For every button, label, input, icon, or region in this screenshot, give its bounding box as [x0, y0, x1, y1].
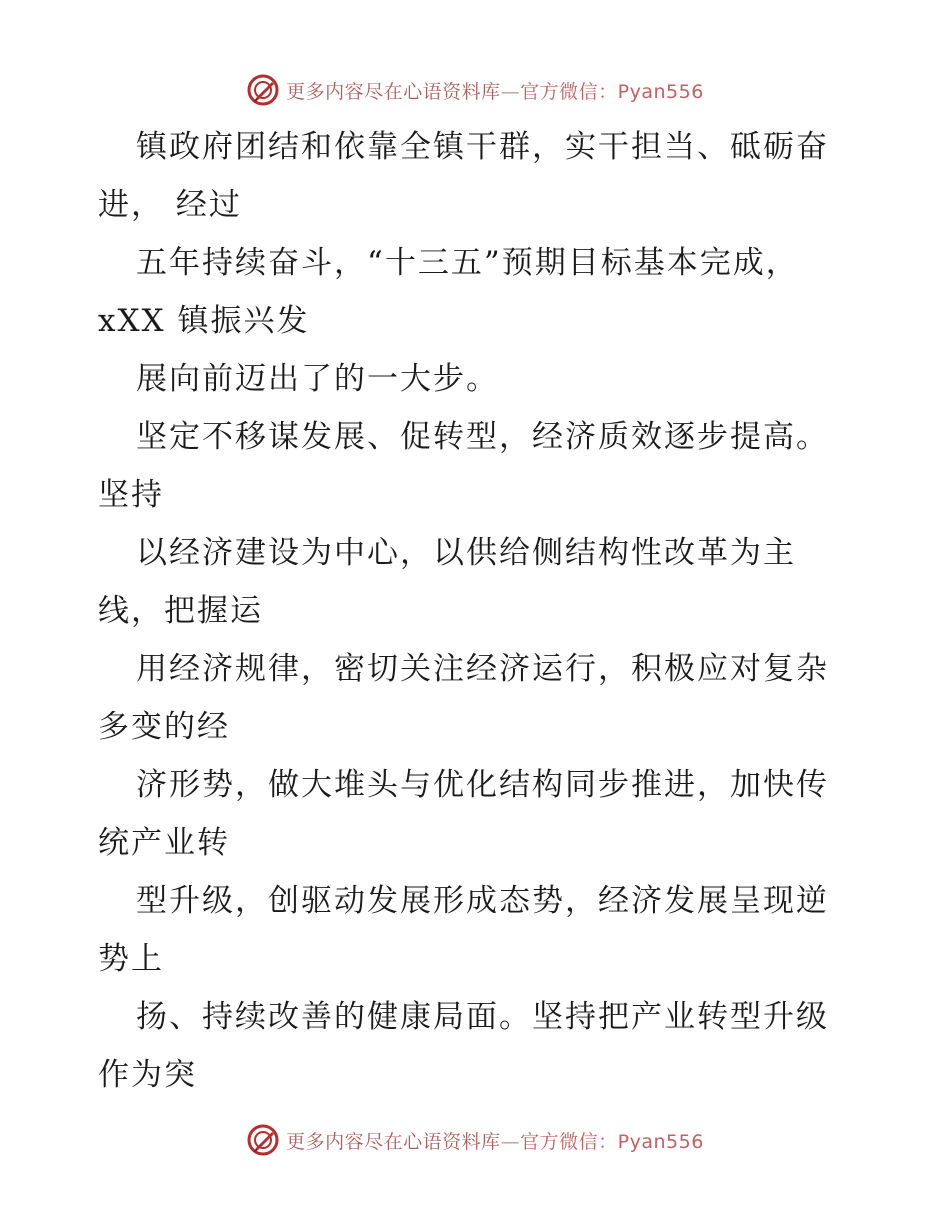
- banner-main-text: 更多内容尽在心语资料库: [286, 80, 501, 103]
- body-line: xXX 镇振兴发: [98, 303, 310, 339]
- body-line: 展向前迈出了的一大步。: [136, 361, 499, 397]
- body-line: 济形势，做大堆头与优化结构同步推进，加快传: [136, 767, 829, 803]
- body-line: 型升级，创驱动发展形成态势，经济发展呈现逆: [136, 883, 829, 919]
- banner-separator: —: [500, 1130, 521, 1153]
- banner-text: [286, 77, 704, 104]
- body-line: 势上: [98, 941, 164, 977]
- body-line: 坚持: [98, 477, 164, 513]
- body-line: 扬、持续改善的健康局面。坚持把产业转型升级: [136, 999, 829, 1035]
- document-body: [98, 118, 858, 1104]
- body-line: 作为突: [98, 1057, 197, 1093]
- footer-banner: [0, 1120, 950, 1160]
- banner-main-text: 更多内容尽在心语资料库: [286, 1130, 501, 1153]
- body-line: 用经济规律，密切关注经济运行，积极应对复杂: [136, 651, 829, 687]
- body-line: 统产业转: [98, 825, 230, 861]
- banner-separator: —: [500, 80, 521, 103]
- body-line: 五年持续奋斗，“十三五”预期目标基本完成，: [136, 245, 799, 281]
- banner-wechat-text: 官方微信：Pyan556: [520, 80, 704, 103]
- body-line: 多变的经: [98, 709, 230, 745]
- banner-wechat-text: 官方微信：Pyan556: [520, 1130, 704, 1153]
- body-line: 镇政府团结和依靠全镇干群，实干担当、砥砺奋: [136, 129, 829, 165]
- header-banner: [0, 70, 950, 110]
- banner-text: [286, 1127, 704, 1154]
- body-line: 进， 经过: [98, 187, 242, 223]
- body-line: 以经济建设为中心，以供给侧结构性改革为主: [136, 535, 796, 571]
- body-line: 坚定不移谋发展、促转型，经济质效逐步提高。: [136, 419, 829, 455]
- pen-logo-icon: [246, 73, 280, 107]
- pen-logo-icon: [246, 1123, 280, 1157]
- body-line: 线，把握运: [98, 593, 263, 629]
